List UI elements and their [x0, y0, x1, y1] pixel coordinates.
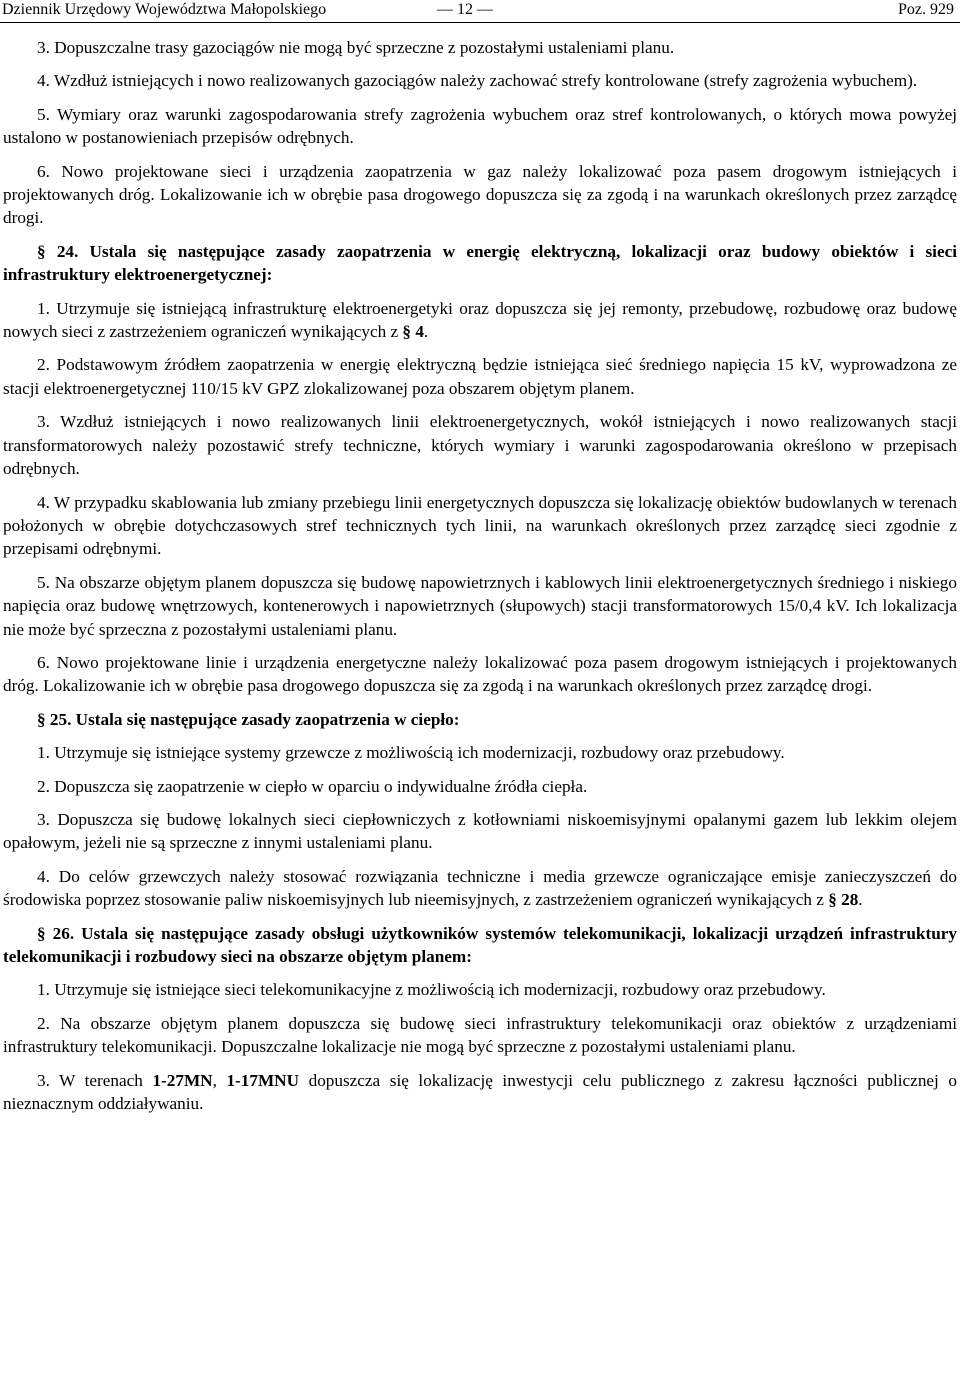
page-header [0, 0, 960, 22]
paragraph-gas-4: 4. Wzdłuż istniejących i nowo realizowanych gazociągów należy zachować strefy kontrolowane (strefy zagrożenia wybuchem). [37, 71, 918, 91]
section-24-item-4: 4. W przypadku skablowania lub zmiany przebiegu linii energetycznych dopuszcza się lokalizację obiektów budowlanych w terenach położonych w obrębie dotychczasowych stref technicznych tych linii, na warunkach określonych przez zarządcę sieci zgodnie z przepisami odrębnymi. [3, 492, 957, 559]
section-24-item-1-text: 1. Utrzymuje się istniejącą infrastrukturę elektroenergetyki oraz dopuszcza się jej remonty, przebudowę, rozbudowę oraz budowę nowych sieci z zastrzeżeniem ograniczeń wynikających z [3, 298, 957, 342]
section-26-item-1: 1. Utrzymuje się istniejące sieci telekomunikacyjne z możliwością ich modernizacji, rozbudowy oraz przebudowy. [37, 980, 826, 1000]
paragraph-gas-5: 5. Wymiary oraz warunki zagospodarowania strefy zagrożenia wybuchem oraz stref kontrolowanych, o których mowa powyżej ustalono w postanowieniach przepisów odrębnych. [3, 104, 957, 148]
section-26-item-3-zone-mn: 1-27MN [152, 1070, 213, 1090]
section-26-item-3-c: , [212, 1070, 227, 1090]
section-24-item-5: 5. Na obszarze objętym planem dopuszcza się budowę napowietrznych i kablowych linii elektroenergetycznych średniego i niskiego napięcia oraz budowę wnętrzowych, kontenerowych i napowietrznych (słupowych) stacji transformatorowych 15/0,4 kV. Ich lokalizacja nie może być sprzeczna z pozostałymi ustaleniami planu. [3, 572, 957, 639]
section-24-item-1-end: . [423, 322, 429, 342]
section-25-item-3: 3. Dopuszcza się budowę lokalnych sieci ciepłowniczych z kotłowniami niskoemisyjnymi opalanymi gazem lub lekkim olejem opałowym, jeżeli nie są sprzeczne z innymi ustaleniami planu. [3, 809, 957, 853]
section-26-item-3-zone-mnu: 1-17MNU [226, 1070, 300, 1090]
section-24-item-2: 2. Podstawowym źródłem zaopatrzenia w energię elektryczną będzie istniejąca sieć średniego napięcia 15 kV, wyprowadzona ze stacji elektroenergetycznej 110/15 kV GPZ zlokalizowanej poza obszarem objętym planem. [3, 355, 957, 398]
section-25-item-2: 2. Dopuszcza się zaopatrzenie w ciepło w oparciu o indywidualne źródła ciepła. [37, 776, 588, 796]
paragraph-gas-6: 6. Nowo projektowane sieci i urządzenia zaopatrzenia w gaz należy lokalizować poza pasem drogowym istniejących i projektowanych dróg. Lokalizowanie ich w obrębie pasa drogowego dopuszcza się za zgodą i na warunkach określonych przez zarządcę drogi. [3, 161, 957, 228]
section-24-heading: § 24. Ustala się następujące zasady zaopatrzenia w energię elektryczną, lokalizacji oraz budowy obiektów i sieci infrastruktury elektroenergetycznej: [3, 241, 957, 285]
header-divider [0, 22, 960, 23]
section-24-item-1 [3, 297, 957, 344]
page-number: — 12 — [437, 1, 493, 18]
section-25-item-1: 1. Utrzymuje się istniejące systemy grzewcze z możliwością ich modernizacji, rozbudowy oraz przebudowy. [37, 743, 785, 763]
section-26-item-2: 2. Na obszarze objętym planem dopuszcza się budowę sieci infrastruktury telekomunikacji oraz obiektów z urządzeniami infrastruktury telekomunikacji. Dopuszczalne lokalizacje nie mogą być sprzeczne z pozostałymi ustaleniami planu. [3, 1013, 957, 1057]
section-26-item-3-a: 3. W terenach [37, 1070, 153, 1090]
section-25-heading: § 25. Ustala się następujące zasady zaopatrzenia w ciepło: [37, 709, 460, 729]
section-26-item-3-e: dopuszcza się lokalizację inwestycji celu publicznego z zakresu łączności publicznej o nieznacznym oddziaływaniu. [3, 1070, 957, 1114]
section-25-item-4 [3, 865, 957, 912]
section-24-item-6: 6. Nowo projektowane linie i urządzenia energetyczne należy lokalizować poza pasem drogowym istniejących i projektowanych dróg. Lokalizowanie ich w obrębie pasa drogowego dopuszcza się za zgodą i na warunkach określonych przez zarządcę drogi. [3, 652, 957, 696]
section-24-item-3: 3. Wzdłuż istniejących i nowo realizowanych linii elektroenergetycznych, wokół istniejących i nowo realizowanych stacji transformatorowych należy pozostawić strefy techniczne, których wymiary i warunki zagospodarowania określono w przepisach odrębnych. [3, 412, 957, 479]
journal-title: Dziennik Urzędowy Województwa Małopolskiego [2, 1, 327, 18]
document-body [3, 36, 957, 1115]
section-24-item-1-ref: § 4 [402, 322, 424, 342]
section-25-item-4-ref: § 28 [828, 890, 859, 910]
section-26-heading: § 26. Ustala się następujące zasady obsługi użytkowników systemów telekomunikacji, lokalizacji urządzeń infrastruktury telekomunikacji i rozbudowy sieci na obszarze objętym planem: [3, 923, 957, 966]
paragraph-gas-3: 3. Dopuszczalne trasy gazociągów nie mogą być sprzeczne z pozostałymi ustaleniami planu. [37, 38, 675, 57]
section-25-item-4-text: 4. Do celów grzewczych należy stosować rozwiązania techniczne i media grzewcze ograniczające emisje zanieczyszczeń do środowiska poprzez stosowanie paliw niskoemisyjnych lub nieemisyjnych, z zastrzeżeniem ograniczeń wynikających z [3, 866, 957, 910]
position-number: Poz. 929 [898, 1, 954, 18]
section-26-item-3 [3, 1069, 957, 1116]
section-25-item-4-end: . [858, 890, 863, 910]
